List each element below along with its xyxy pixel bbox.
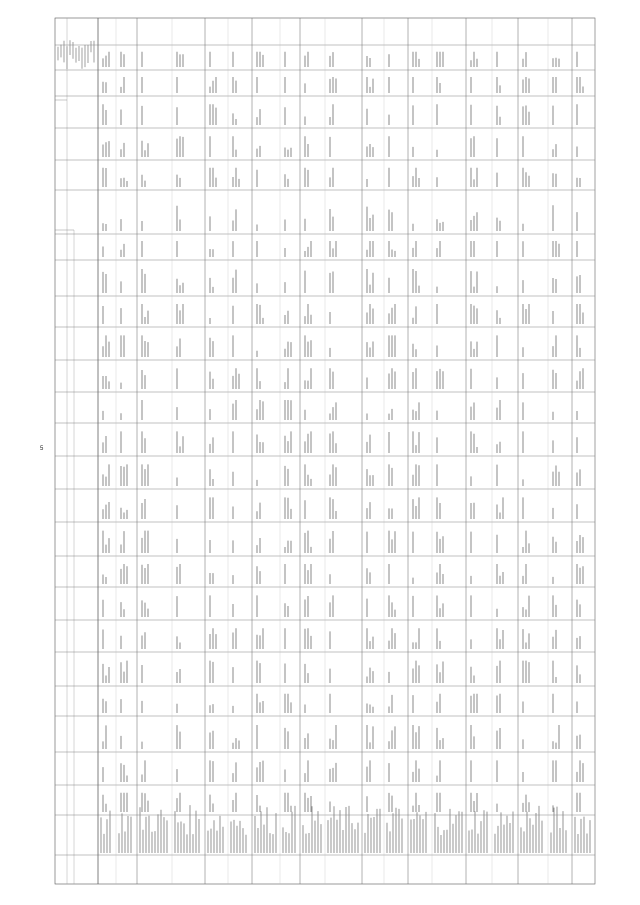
page-number: 5 bbox=[40, 446, 44, 452]
